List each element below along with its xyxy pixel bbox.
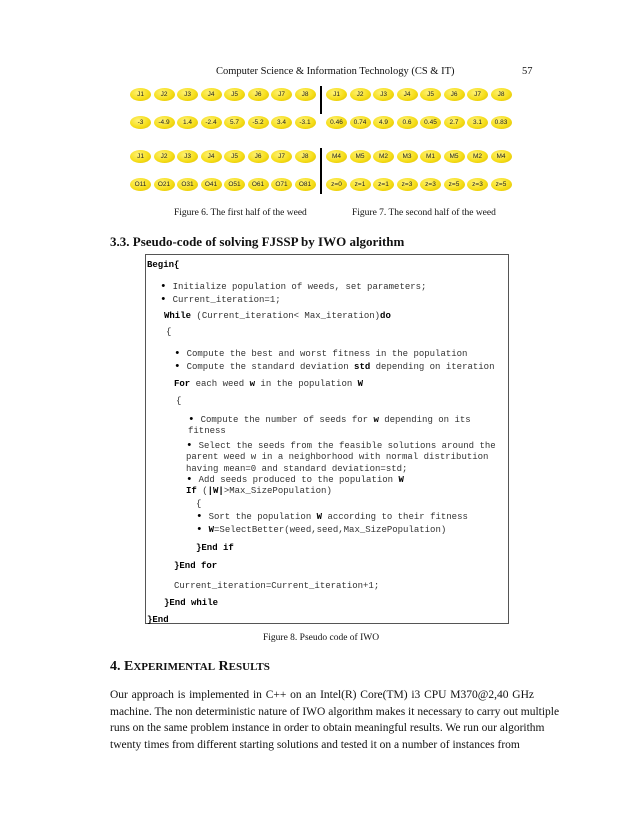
weed-cell: -4.9 [154,116,175,129]
figure6-caption: Figure 6. The first half of the weed [174,208,307,218]
code-for: For each weed w in the population W [174,379,364,389]
code-if: If (|W|>Max_SizePopulation) [186,486,332,496]
code-iter: • Current_iteration=1; [160,294,281,306]
body-line: machine. The non deterministic nature of IWO algorithm makes it necessary to carry out multiple [110,705,560,718]
code-seeds-number: • Compute the number of seeds for w depending on its [188,414,471,426]
pseudo-code-box [145,254,509,624]
code-select-better: • W=SelectBetter(weed,seed,Max_SizePopulation) [196,524,446,536]
weed-cell: O21 [154,178,175,191]
code-compute-bw: • Compute the best and worst fitness in the population [174,348,467,360]
weed-cell: O61 [248,178,269,191]
code-end-if: }End if [196,543,234,553]
code-select-seeds-cont1: parent weed w in a neighborhood with normal distribution [186,452,489,462]
weed-cell: O81 [295,178,316,191]
weed-cell: O51 [224,178,245,191]
weed-cell: z=3 [467,178,488,191]
weed-figure [130,86,510,196]
weed-cell: z=3 [420,178,441,191]
code-compute-std: • Compute the standard deviation std depending on iteration [174,361,494,373]
code-iter-inc: Current_iteration=Current_iteration+1; [174,581,380,591]
page-number: 57 [522,66,533,77]
weed-cell: J7 [467,88,488,101]
weed-cell: J4 [201,150,222,163]
weed-cell: 3.4 [271,116,292,129]
weed-cell: M2 [467,150,488,163]
body-line: twenty times from different starting solutions and tested it on a number of instances from [110,738,520,751]
running-header [0,66,638,80]
figure8-caption: Figure 8. Pseudo code of IWO [263,633,380,643]
code-select-seeds: • Select the seeds from the feasible solutions around the [186,440,496,452]
weed-cell: J6 [248,150,269,163]
weed-cell: M2 [373,150,394,163]
weed-cell: 1.4 [177,116,198,129]
weed-cell: 2.7 [444,116,465,129]
weed-cell: M1 [420,150,441,163]
weed-cell: z=3 [397,178,418,191]
weed-cell: J5 [224,150,245,163]
weed-cell: z=5 [444,178,465,191]
code-select-seeds-cont2: having mean=0 and standard deviation=std; [186,464,408,474]
weed-cell: 0.83 [491,116,512,129]
weed-cell: J6 [444,88,465,101]
code-brace: { [166,327,172,337]
weed-cell: J5 [224,88,245,101]
weed-cell: 4.9 [373,116,394,129]
weed-cell: J6 [248,88,269,101]
weed-cell: J8 [295,150,316,163]
weed-row-values [130,116,510,130]
body-line: runs on the same problem instance in order to obtain meaningful results. We run our algorithm [110,722,545,734]
weed-cell: -5.2 [248,116,269,129]
weed-cell: 0.46 [326,116,347,129]
weed-cell: 3.1 [467,116,488,129]
weed-cell: O31 [177,178,198,191]
weed-cell: M5 [444,150,465,163]
weed-cell: J1 [130,88,151,101]
section-4-title: 4. EXPERIMENTAL RESULTS [110,659,270,674]
weed-cell: J3 [177,88,198,101]
weed-cell: z=5 [491,178,512,191]
code-seeds-number-cont: fitness [188,426,226,436]
body-line: Our approach is implemented in C++ on an Intel(R) Core(TM) i3 CPU M370@2,40 GHz [110,689,534,701]
code-end-for: }End for [174,561,218,571]
weed-cell: z=1 [350,178,371,191]
figure7-caption: Figure 7. The second half of the weed [352,208,496,218]
weed-cell: J3 [177,150,198,163]
half-divider-bottom [320,148,322,194]
journal-title: Computer Science & Information Technology (CS & IT) [216,66,455,77]
weed-cell: J8 [491,88,512,101]
weed-cell: J2 [350,88,371,101]
weed-cell: J2 [154,150,175,163]
body-paragraph [110,687,560,753]
weed-cell: 0.74 [350,116,371,129]
weed-cell: J1 [130,150,151,163]
weed-cell: J7 [271,150,292,163]
weed-cell: O71 [271,178,292,191]
weed-cell: J4 [397,88,418,101]
weed-cell: J5 [420,88,441,101]
code-end-while: }End while [164,598,219,608]
weed-cell: M4 [326,150,347,163]
weed-cell: J1 [326,88,347,101]
weed-cell: J3 [373,88,394,101]
half-divider-top [320,86,322,114]
code-sort: • Sort the population W according to their fitness [196,511,468,523]
weed-cell: z=0 [326,178,347,191]
weed-cell: M5 [350,150,371,163]
weed-cell: -2.4 [201,116,222,129]
weed-cell: M4 [491,150,512,163]
weed-cell: J7 [271,88,292,101]
code-begin: Begin{ [147,260,180,270]
weed-cell: J8 [295,88,316,101]
weed-cell: O11 [130,178,151,191]
weed-cell: z=1 [373,178,394,191]
code-add-seeds: • Add seeds produced to the population W [186,474,404,486]
weed-cell: 0.6 [397,116,418,129]
weed-cell: -3.1 [295,116,316,129]
code-end: }End [147,615,169,625]
weed-cell: J2 [154,88,175,101]
section-3-3-title: 3.3. Pseudo-code of solving FJSSP by IWO algorithm [110,234,405,249]
weed-cell: J4 [201,88,222,101]
weed-cell: -3 [130,116,151,129]
weed-cell: 0.45 [420,116,441,129]
code-brace: { [196,499,202,509]
code-brace: { [176,396,182,406]
weed-cell: 5.7 [224,116,245,129]
weed-cell: O41 [201,178,222,191]
weed-cell: M3 [397,150,418,163]
code-init: • Initialize population of weeds, set parameters; [160,281,426,293]
code-while: While (Current_iteration< Max_iteration)do [164,311,391,321]
